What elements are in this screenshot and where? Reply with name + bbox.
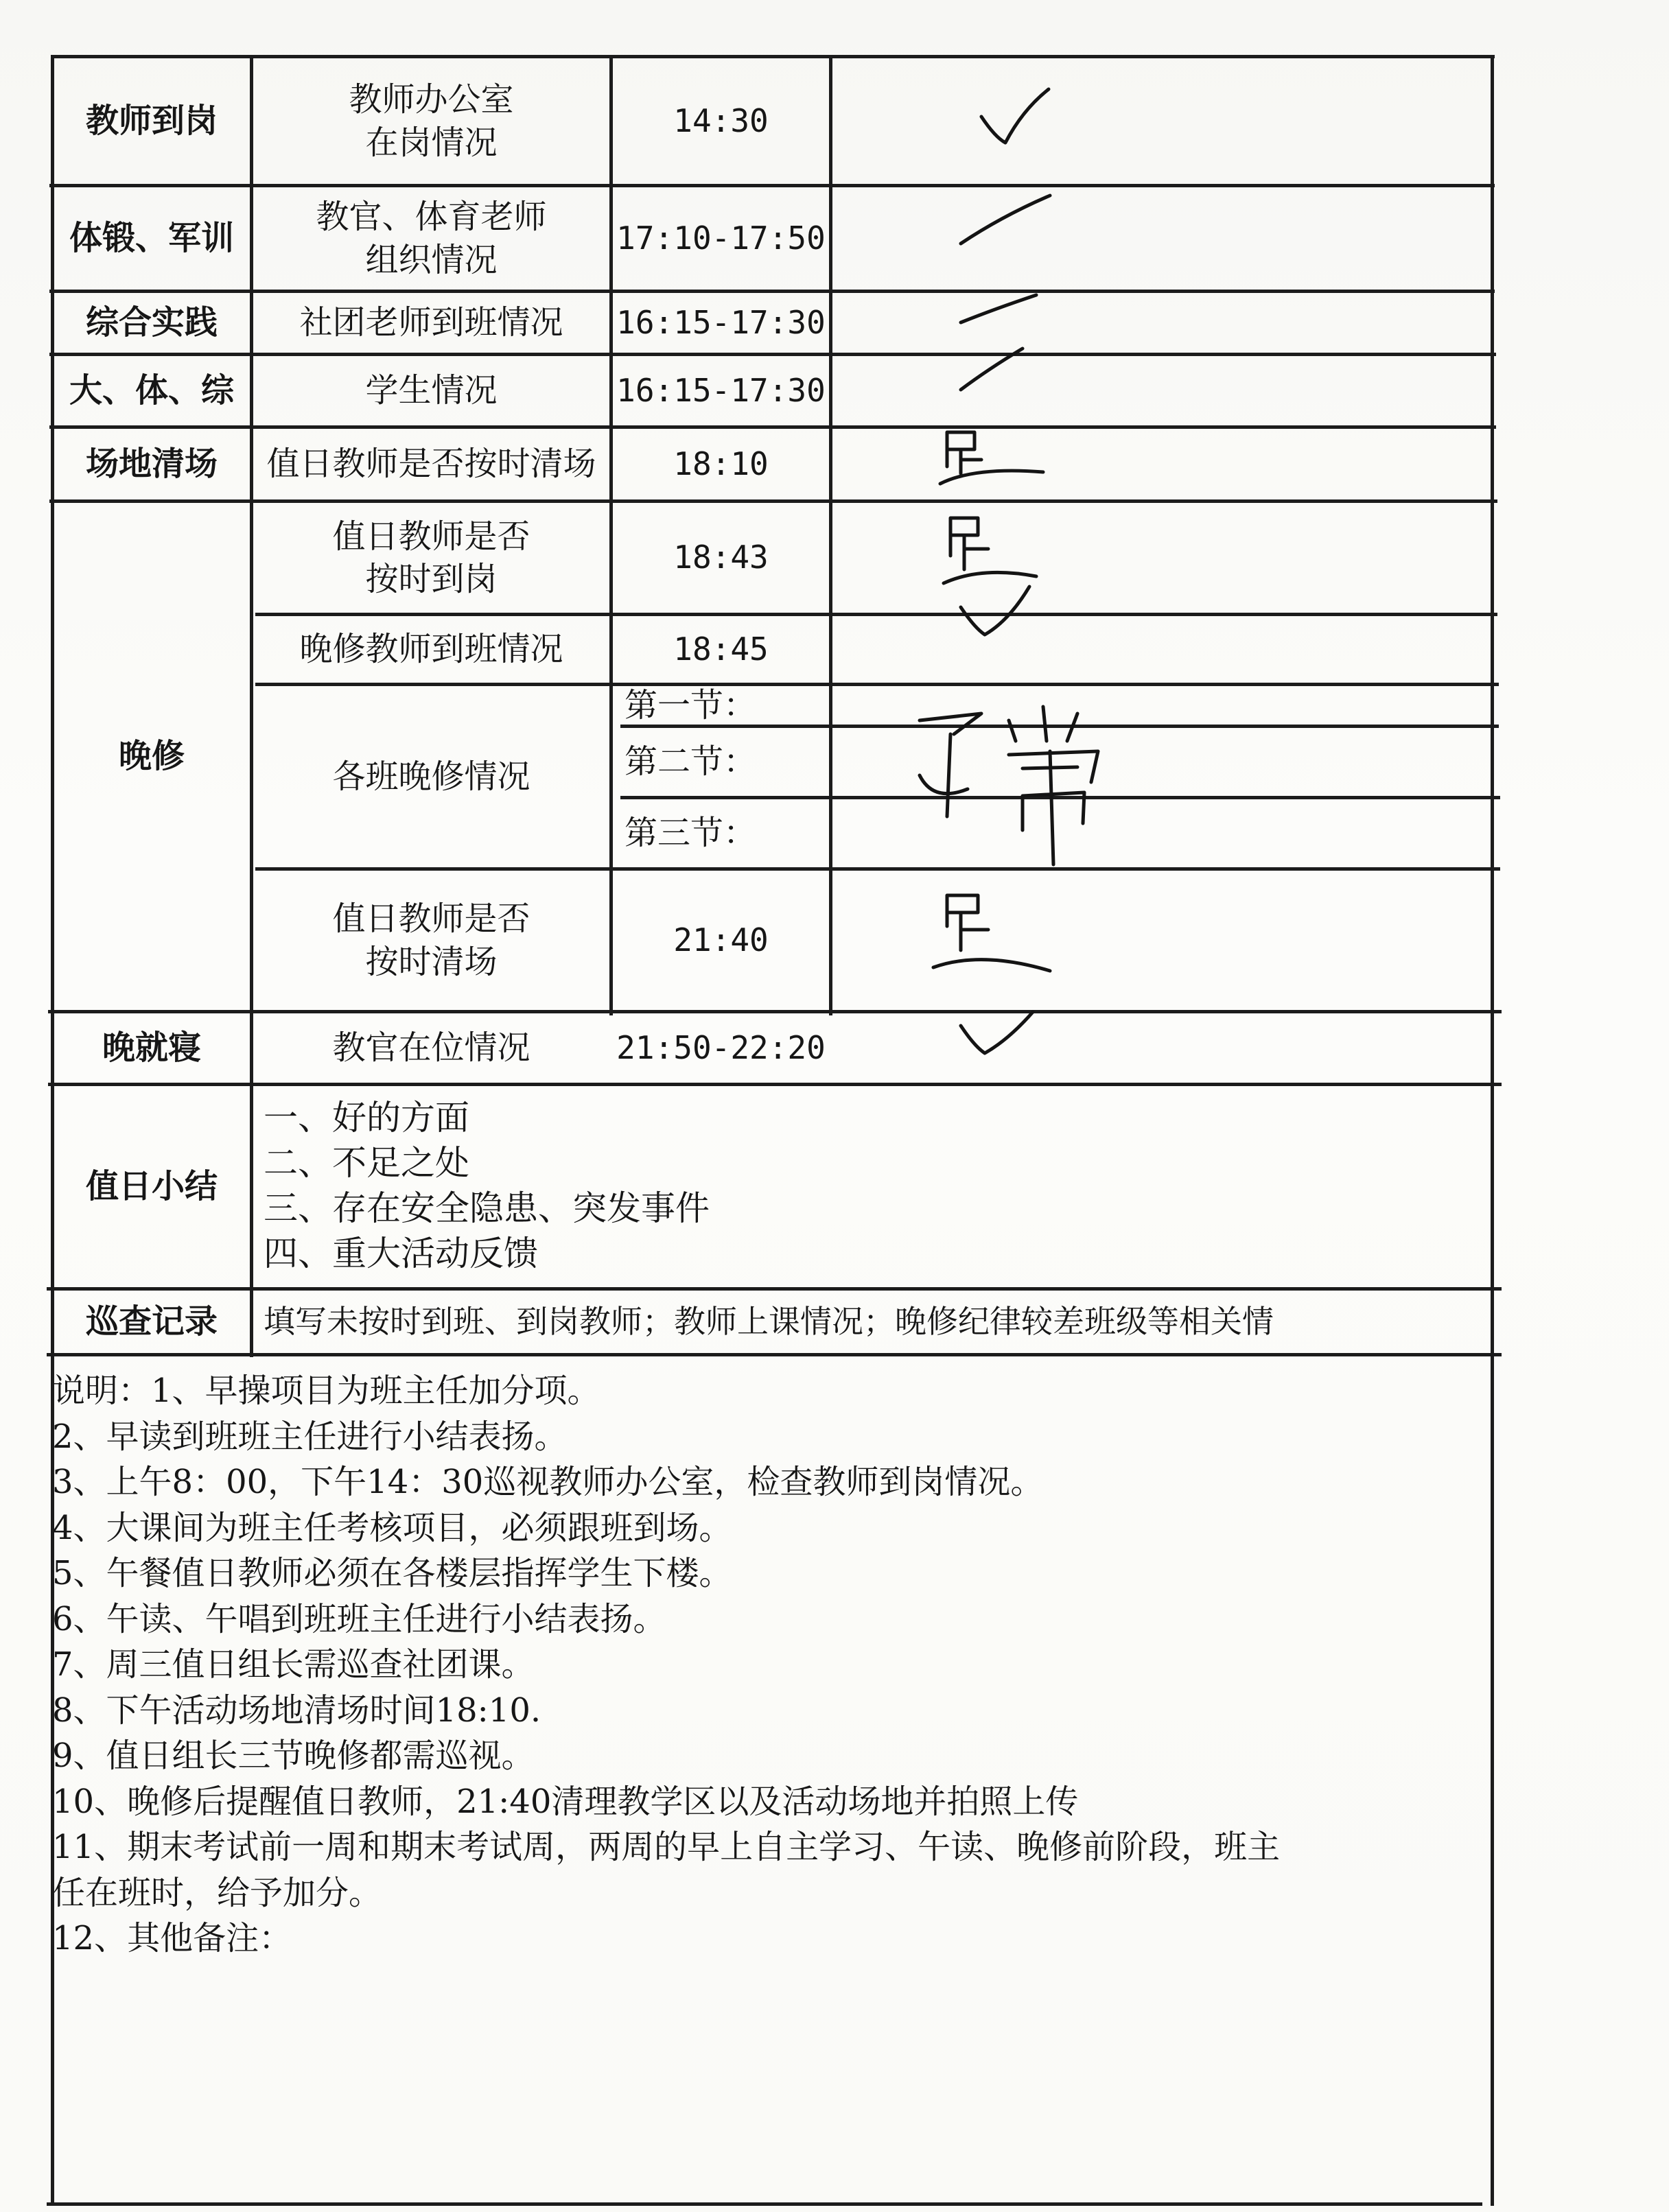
period-label: 第三节： xyxy=(625,814,757,853)
table-rule xyxy=(47,2202,1482,2206)
category-practice: 综合实践 xyxy=(85,303,218,342)
category-inspection: 巡查记录 xyxy=(85,1302,218,1341)
category-site-clearing: 场地清场 xyxy=(85,445,218,484)
summary-list xyxy=(264,1095,1485,1276)
handwritten-slash-mark xyxy=(954,189,1057,257)
note-line: 6、午读、午唱到班班主任进行小结表扬。 xyxy=(52,1599,666,1638)
item-clear-on-time: 值日教师是否按时清场 xyxy=(266,445,596,484)
table-rule xyxy=(1491,55,1494,2206)
handwritten-slash-mark xyxy=(954,288,1043,329)
item-line: 组织情况 xyxy=(365,240,498,279)
item-teacher-office xyxy=(253,58,609,184)
time-value: 17:10-17:50 xyxy=(616,219,826,257)
notes-block xyxy=(52,1368,1491,1962)
time-value: 16:15-17:30 xyxy=(616,371,826,409)
category-teacher-onduty: 教师到岗 xyxy=(85,102,218,141)
note-line: 11、期末考试前一周和期末考试周，两周的早上自主学习、午读、晚修前阶段，班主 xyxy=(52,1828,1281,1866)
note-line: 5、午餐值日教师必须在各楼层指挥学生下楼。 xyxy=(52,1554,732,1592)
item-line: 值日教师是否 xyxy=(332,517,530,556)
item-line: 按时到岗 xyxy=(365,560,498,598)
period-label: 第二节： xyxy=(625,742,757,781)
note-line: 10、晚修后提醒值日教师，21:40清理教学区以及活动场地并拍照上传 xyxy=(52,1782,1079,1821)
summary-line: 一、好的方面 xyxy=(264,1098,469,1138)
time-value: 18:45 xyxy=(673,630,769,668)
note-line: 3、上午8：00，下午14：30巡视教师办公室，检查教师到岗情况。 xyxy=(52,1463,1044,1501)
time-value: 18:10 xyxy=(673,445,769,482)
item-line: 教师办公室 xyxy=(349,80,514,119)
time-value: 16:15-17:30 xyxy=(616,303,826,341)
item-duty-arrival xyxy=(253,503,609,613)
note-line: 7、周三值日组长需巡查社团课。 xyxy=(52,1645,535,1684)
item-line: 按时清场 xyxy=(365,942,498,981)
handwritten-check-mark xyxy=(954,1005,1043,1067)
table-rule xyxy=(48,1083,1502,1086)
note-line: 12、其他备注： xyxy=(52,1919,292,1957)
note-line: 4、大课间为班主任考核项目，必须跟班到场。 xyxy=(52,1508,732,1547)
handwritten-shi-mark xyxy=(933,419,1050,494)
item-line: 值日教师是否 xyxy=(332,899,530,939)
handwritten-normal-signature xyxy=(906,693,1125,878)
summary-line: 三、存在安全隐患、突发事件 xyxy=(264,1188,710,1228)
table-rule xyxy=(47,1353,1502,1356)
category-bedtime: 晚就寝 xyxy=(102,1028,201,1068)
time-value: 14:30 xyxy=(673,102,769,139)
item-students: 学生情况 xyxy=(365,371,498,410)
note-line: 说明：1、早操项目为班主任加分项。 xyxy=(52,1372,600,1410)
summary-line: 二、不足之处 xyxy=(264,1143,469,1183)
note-line: 任在班时，给予加分。 xyxy=(52,1873,382,1912)
category-duty-summary: 值日小结 xyxy=(85,1167,218,1206)
time-value: 21:50-22:20 xyxy=(616,1028,826,1066)
item-club-teacher: 社团老师到班情况 xyxy=(299,303,563,342)
item-evening-teacher: 晚修教师到班情况 xyxy=(299,630,563,669)
item-line: 教官、体育老师 xyxy=(316,198,547,237)
inspection-text: 填写未按时到班、到岗教师；教师上课情况；晚修纪律较差班级等相关情 xyxy=(264,1302,1274,1340)
handwritten-check-mark xyxy=(954,580,1043,655)
note-line: 8、下午活动场地清场时间18:10. xyxy=(52,1691,541,1730)
period-label: 第一节： xyxy=(625,685,757,725)
item-instructor-presence: 教官在位情况 xyxy=(332,1028,530,1068)
category-exercise-training: 体锻、军训 xyxy=(69,219,234,258)
time-value: 21:40 xyxy=(673,921,769,958)
table-rule xyxy=(829,55,832,1015)
category-evening-study: 晚修 xyxy=(118,737,185,776)
handwritten-slash-mark xyxy=(954,342,1029,397)
item-duty-clearing xyxy=(253,871,609,1010)
item-line: 在岗情况 xyxy=(365,123,498,162)
item-instructor-organize xyxy=(253,187,609,290)
time-value: 18:43 xyxy=(673,539,769,576)
summary-line: 四、重大活动反馈 xyxy=(264,1234,538,1273)
category-big-body-comp: 大、体、综 xyxy=(69,371,234,410)
note-line: 2、早读到班班主任进行小结表扬。 xyxy=(52,1417,568,1456)
note-line: 9、值日组长三节晚修都需巡视。 xyxy=(52,1737,535,1775)
handwritten-shi-mark xyxy=(926,885,1057,988)
item-class-evening: 各班晚修情况 xyxy=(332,757,530,796)
handwritten-check-mark xyxy=(974,82,1057,151)
